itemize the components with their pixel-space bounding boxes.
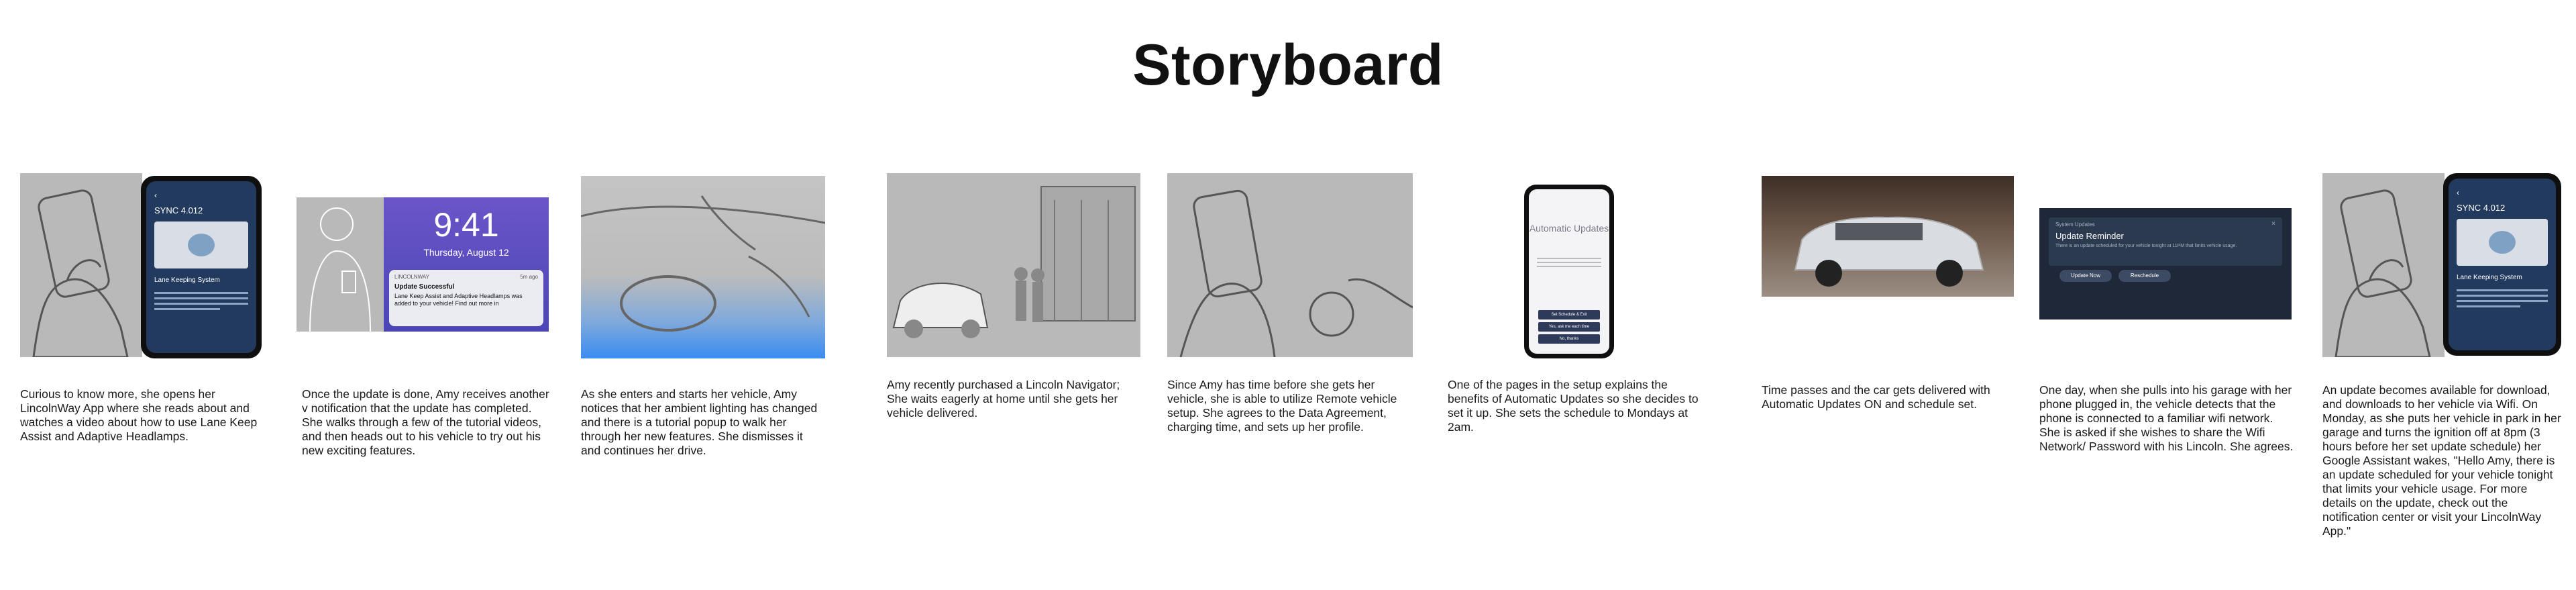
phone-video-thumbnail[interactable] [154,222,248,268]
set-schedule-button[interactable]: Set Schedule & Exit [1538,310,1600,319]
phone-body-text [154,289,248,329]
car-photo [1762,176,2014,297]
update-reminder-popup [2049,217,2282,266]
phone-title: SYNC 4.012 [154,205,203,215]
no-thanks-button[interactable]: No, thanks [1538,334,1600,344]
phone-item-title: Lane Keeping System [2457,274,2522,281]
lock-date: Thursday, August 12 [423,247,509,258]
panel-caption: Amy recently purchased a Lincoln Navigator; She waits eagerly at home until she gets her vehicle delivered. [887,378,1120,420]
lock-screen [384,197,549,332]
panel-caption: As she enters and starts her vehicle, Amy notices that her ambient lighting has changed and there is a tutorial popup to walk her through her new features. She dismisses it and continues her drive. [581,387,818,457]
panel-caption: One of the pages in the setup explains the benefits of Automatic Updates so she decides to set it up. She sets the schedule to Mondays at 2am. [1448,378,1699,434]
notification-card[interactable] [389,270,543,326]
phone-mockup [1524,185,1614,358]
house-and-car-sketch [887,173,1140,357]
hand-holding-phone-sketch [2322,173,2445,357]
phone-item-title: Lane Keeping System [154,277,220,284]
driver-in-car-sketch [581,176,825,358]
notification-body: Lane Keep Assist and Adaptive Headlamps was added to your vehicle! Find out more in [394,293,523,307]
phone-mockup [141,176,262,358]
panel-caption: One day, when she pulls into his garage with her phone plugged in, the vehicle detects that the phone is connected to a familiar wifi network. She is asked if she wishes to share the Wifi Network/ Password with his Lincoln. She agrees. [2039,383,2294,453]
vehicle-screen [2039,208,2292,319]
hand-holding-phone-sketch [20,173,142,357]
screen-label: System Updates [2055,222,2095,228]
phone-screen [1529,189,1609,354]
page-title: Storyboard [1132,33,1444,97]
close-icon[interactable]: × [2271,220,2275,228]
woman-with-phone-sketch [297,197,384,332]
phone-body-text [2457,286,2548,311]
hands-phone-and-key-sketch [1167,173,1413,357]
back-chevron-icon[interactable]: ‹ [2457,188,2459,197]
panel-caption: Since Amy has time before she gets her vehicle, she is able to utilize Remote vehicle setup. She agrees to the Data Agreement, charging time, and sets up her profile. [1167,378,1397,434]
notification-app: LINCOLNWAY [394,274,430,280]
reschedule-button[interactable]: Reschedule [2118,270,2171,282]
panel-caption: Time passes and the car gets delivered with Automatic Updates ON and schedule set. [1762,383,1990,411]
phone-screen [2449,179,2556,350]
phone-screen [146,181,256,353]
update-now-button[interactable]: Update Now [2059,270,2112,282]
panel-caption: Curious to know more, she opens her LincolnWay App where she reads about and watches a video about how to use Lane Keep Assist and Adaptive Headlamps. [20,387,258,443]
ask-each-time-button[interactable]: Yes, ask me each time [1538,322,1600,332]
phone-body-text [1537,255,1601,270]
notification-title: Update Successful [394,283,455,291]
back-chevron-icon[interactable]: ‹ [154,191,157,200]
screen-body: There is an update scheduled for your vehicle tonight at 11PM that limits vehicle usage. [2055,244,2237,248]
panel-caption: Once the update is done, Amy receives another v notification that the update has completed. She walks through a few of the tutorial videos, and then heads out to his vehicle to try out his new exciting features. [302,387,549,457]
lock-time: 9:41 [433,206,499,244]
notification-time: 5m ago [520,274,538,280]
phone-title: SYNC 4.012 [2457,203,2506,213]
phone-video-thumbnail[interactable] [2457,219,2548,266]
phone-heading: Automatic Updates [1529,223,1609,234]
screen-title: Update Reminder [2055,231,2124,241]
phone-mockup [2443,173,2561,356]
panel-caption: An update becomes available for download, and downloads to her vehicle via Wifi. On Monday, as she puts her vehicle in park in her garage and turns the ignition off at 8pm (3 hours before her set update schedule) her Google Assistant wakes, "Hello Amy, there is an update scheduled for your vehicle tonight that limits your vehicle usage. For more details on the update, check out the notification center or visit your LincolnWay App." [2322,383,2561,538]
